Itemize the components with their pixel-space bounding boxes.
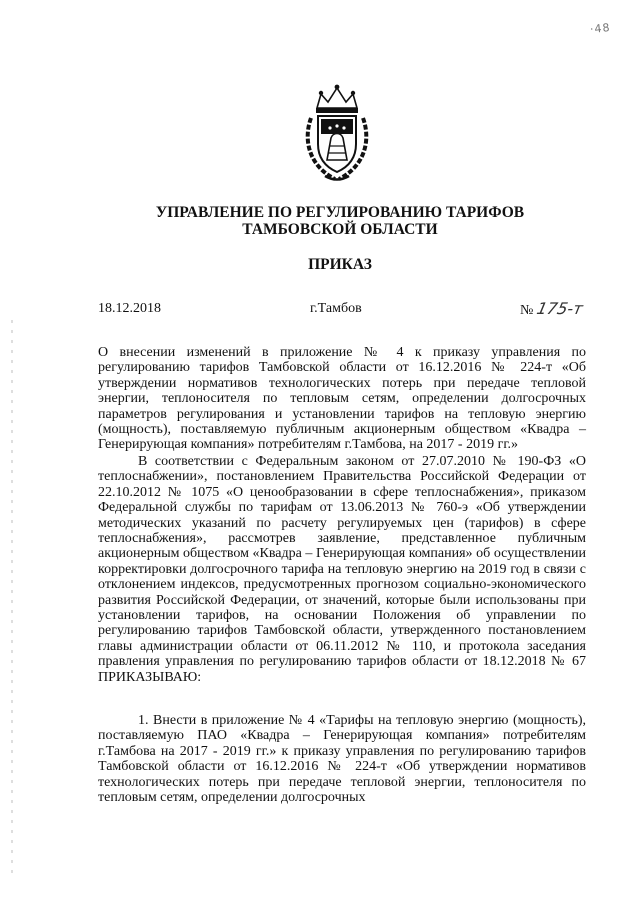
document-number [520, 299, 583, 319]
document-date: 18.12.2018 [98, 301, 161, 316]
agency-name-line-2: ТАМБОВСКОЙ ОБЛАСТИ [242, 221, 438, 238]
number-label: № [520, 303, 534, 318]
agency-name [130, 204, 550, 238]
order-subject: О внесении изменений в приложение № 4 к приказу управления по регулированию тарифов Тамбовской области от 16.12.2016 № 224-т «Об утверждении нормативов технологических потерь при передаче тепловой энергии, теплоносителя по тепловым сетям, определении долгосрочных параметров регулирования и установлении тарифов на тепловую энергию (мощность), поставляемую публичным акционерным обществом «Квадра – Генерирующая компания» потребителям г.Тамбова, на 2017 - 2019 гг.» [98, 345, 586, 453]
document-type: ПРИКАЗ [308, 256, 372, 273]
agency-name-line-1: УПРАВЛЕНИЕ ПО РЕГУЛИРОВАНИЮ ТАРИФОВ [155, 204, 525, 221]
corner-handwritten-mark: ·48 [588, 20, 611, 37]
document-city: г.Тамбов [310, 301, 362, 316]
order-item-1: 1. Внести в приложение № 4 «Тарифы на тепловую энергию (мощность), поставляемую ПАО «Квадра – Генерирующая компания» потребителям г.Тамбова на 2017 - 2019 гг.» к приказу управления по регулированию тарифов Тамбовской области от 16.12.2016 № 224-т «Об утверждении нормативов технологических потерь при передаче тепловой энергии, теплоносителя по тепловым сетям, определении долгосрочных [98, 713, 586, 806]
tambov-coat-of-arms-icon [301, 82, 373, 184]
number-handwritten: 175-т [534, 299, 585, 318]
scan-margin-artifact [10, 320, 14, 880]
order-preamble: В соответствии с Федеральным законом от 27.07.2010 № 190-ФЗ «О теплоснабжении», постановлением Правительства Российской Федерации от 22.10.2012 № 1075 «О ценообразовании в сфере теплоснабжения», приказом Федеральной службы по тарифам от 13.06.2013 № 760-э «Об утверждении методических указаний по расчету регулируемых цен (тарифов) в сфере теплоснабжения», рассмотрев заявление, представленное публичным акционерным обществом «Квадра – Генерирующая компания» об осуществлении корректировки долгосрочного тарифа на тепловую энергию на 2019 год в связи с отклонением индексов, предусмотренных прогнозом социально-экономического развития Российской Федерации, от значений, которые были использованы при установлении тарифов, на основании Положения об управлении по регулированию тарифов Тамбовской области, утвержденного постановлением главы администрации области от 06.11.2012 № 110, и протокола заседания правления управления по регулированию тарифов области от 18.12.2018 № 67 ПРИКАЗЫВАЮ: [98, 454, 586, 685]
